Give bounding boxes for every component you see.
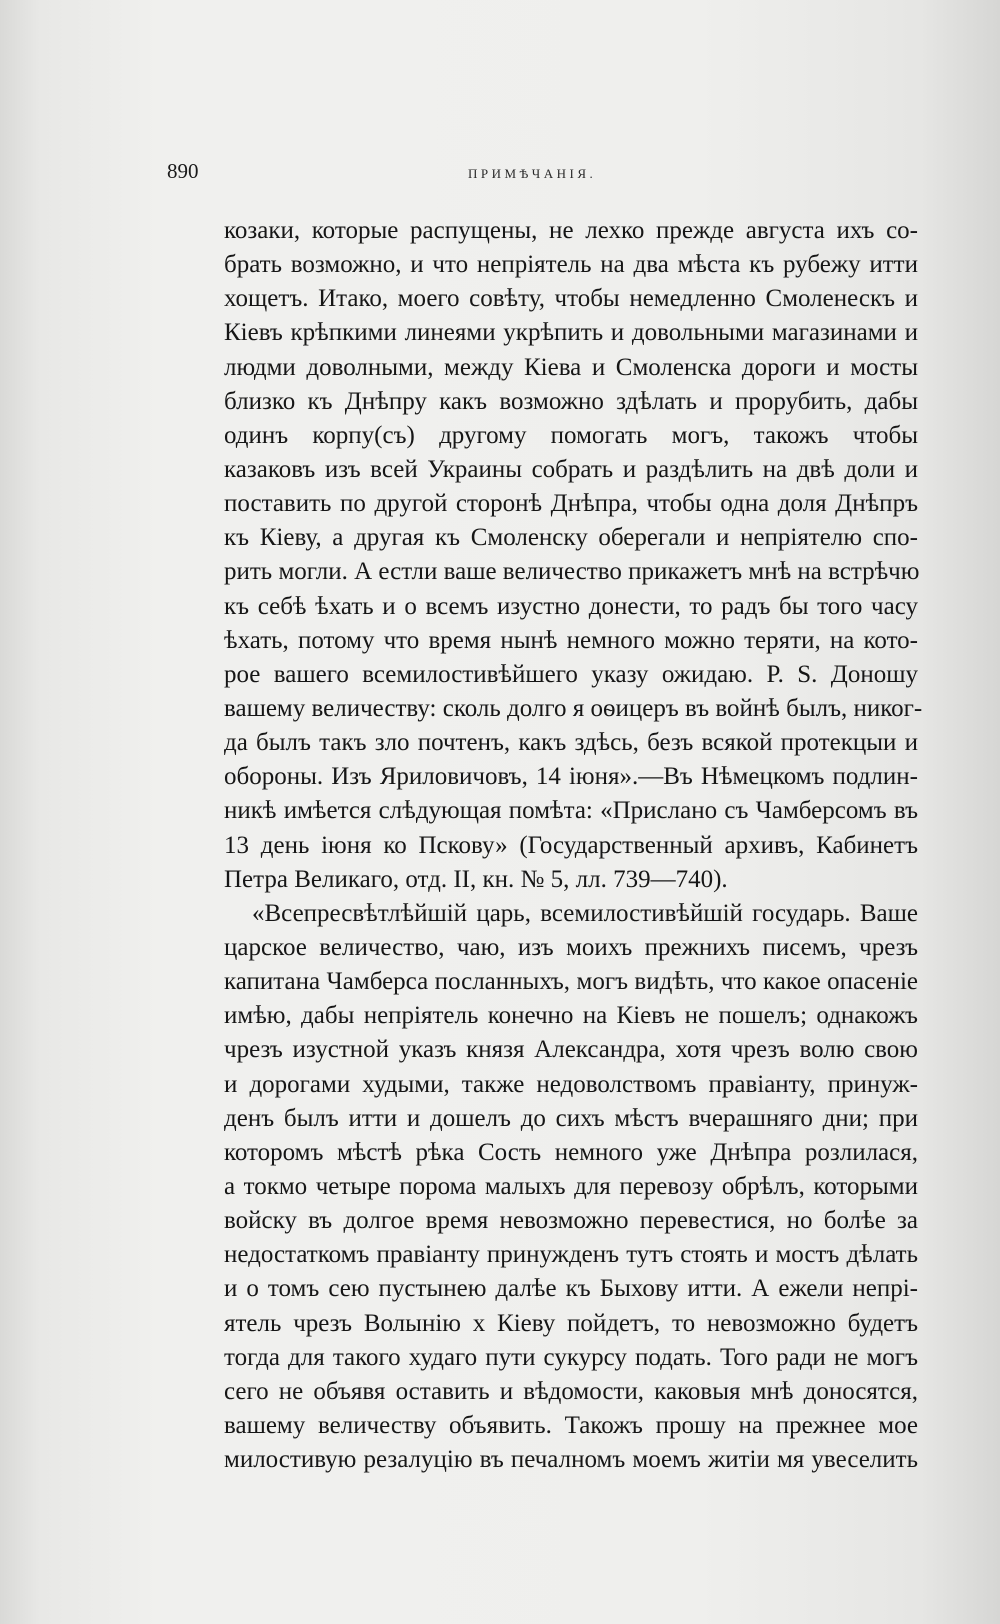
text-line: войску въ долгое время невозможно перевестися, но болѣе за [224, 1207, 918, 1235]
text-line: людми доволными, между Кіева и Смоленска дороги и мосты [224, 353, 918, 381]
text-line: которомъ мѣстѣ рѣка Сость немного уже Днѣпра розлилася, [224, 1138, 918, 1166]
text-line: недостаткомъ правіанту принужденъ тутъ стоять и мостъ дѣлать [224, 1241, 918, 1269]
text-line: «Всепресвѣтлѣйшій царь, всемилостивѣйшій государь. Ваше [252, 899, 918, 927]
text-line: близко къ Днѣпру какъ возможно здѣлать и прорубить, дабы [224, 387, 918, 415]
text-line: казаковъ изъ всей Украины собрать и раздѣлить на двѣ доли и [224, 455, 918, 483]
text-line: Петра Великаго, отд. II, кн. № 5, лл. 739—740). [224, 865, 728, 893]
text-line: милостивую резалуцію въ печалномъ моемъ житіи мя увеселить [224, 1446, 918, 1474]
text-line: никѣ имѣется слѣдующая помѣта: «Прислано съ Чамберсомъ въ [224, 797, 918, 825]
text-line: чрезъ изустной указъ князя Александра, хотя чрезъ волю свою [224, 1036, 918, 1064]
text-line: хощетъ. Итако, моего совѣту, чтобы немедленно Смоленескъ и [224, 285, 918, 313]
text-line: вашему величеству объявить. Такожъ прошу на прежнее мое [224, 1411, 918, 1439]
text-line: ятель чрезъ Волынію х Кіеву пойдетъ, то невозможно будетъ [224, 1309, 918, 1337]
running-title: ПРИМѢЧАНІЯ. [468, 166, 597, 181]
text-line: и о томъ сею пустынею далѣе къ Быхову итти. А ежели непрі- [224, 1275, 918, 1303]
text-line: вашему величеству: сколь долго я оѳицеръ въ войнѣ былъ, никог- [224, 694, 923, 722]
text-line: да былъ такъ зло почтенъ, какъ здѣсь, безъ всякой протекцыи и [224, 729, 918, 757]
page-number: 890 [167, 159, 199, 183]
text-line: ѣхать, потому что время нынѣ немного можно теряти, на кото- [224, 626, 918, 654]
text-line: а токмо четыре порома малыхъ для перевозу обрѣлъ, которыми [224, 1172, 918, 1200]
text-line: козаки, которые распущены, не лехко прежде августа ихъ со- [224, 217, 918, 244]
text-line: царское величество, чаю, изъ моихъ прежнихъ писемъ, чрезъ [224, 933, 918, 961]
text-line: тогда для такого худаго пути сукурсу подать. Того ради не могъ [224, 1343, 918, 1371]
text-line: и дорогами худыми, также недоволствомъ правіанту, принуж- [224, 1070, 918, 1098]
text-line: брать возможно, и что непріятель на два мѣста къ рубежу итти [224, 251, 918, 279]
body-text [224, 214, 923, 1477]
text-line: обороны. Изъ Яриловичовъ, 14 іюня».—Въ Нѣмецкомъ подлин- [224, 763, 918, 791]
text-line: рить могли. А естли ваше величество прикажетъ мнѣ на встрѣчю [224, 558, 920, 586]
text-line: сего не объявя оставить и вѣдомости, каковыя мнѣ доносятся, [224, 1377, 918, 1405]
text-line: поставить по другой сторонѣ Днѣпра, чтобы одна доля Днѣпръ [224, 490, 918, 518]
text-line: рое вашего всемилостивѣйшего указу ожидаю. P. S. Доношу [224, 660, 918, 688]
paragraph [224, 897, 918, 1477]
text-line: 13 день іюня ко Пскову» (Государственный архивъ, Кабинетъ [224, 831, 918, 859]
text-line: къ себѣ ѣхать и о всемъ изустно донести, то радъ бы того часу [224, 592, 918, 620]
text-line: денъ былъ итти и дошелъ до сихъ мѣстъ вчерашняго дни; при [224, 1104, 918, 1132]
text-line: имѣю, дабы непріятель конечно на Кіевъ не пошелъ; однакожъ [224, 1002, 918, 1030]
text-line: одинъ корпу(съ) другому помогать могъ, такожъ чтобы [224, 421, 918, 449]
paragraph [224, 214, 923, 897]
text-line: къ Кіеву, а другая къ Смоленску оберегали и непріятелю спо- [224, 524, 918, 552]
text-line: капитана Чамберса посланныхъ, могъ видѣть, что какое опасеніе [224, 968, 918, 996]
text-line: Кіевъ крѣпкими линеями укрѣпить и довольными магазинами и [224, 319, 918, 347]
